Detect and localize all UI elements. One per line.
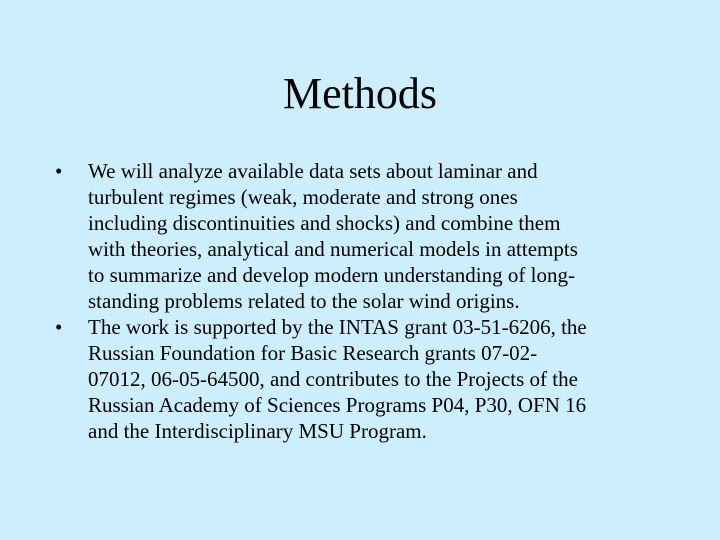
bullet-line: turbulent regimes (weak, moderate and strong ones <box>88 185 518 209</box>
bullet-line: The work is supported by the INTAS grant 03-51-6206, the <box>88 315 587 339</box>
bullet-line: Russian Academy of Sciences Programs P04, P30, OFN 16 <box>88 393 587 417</box>
bullet-item-analysis <box>55 158 675 314</box>
bullet-line: 07012, 06-05-64500, and contributes to the Projects of the <box>88 367 578 391</box>
bullet-line: standing problems related to the solar wind origins. <box>88 289 520 313</box>
bullet-icon: • <box>55 159 63 183</box>
bullet-line: We will analyze available data sets about laminar and <box>88 159 538 183</box>
slide-title: Methods <box>283 69 437 118</box>
bullet-icon: • <box>55 315 63 339</box>
bullet-line: Russian Foundation for Basic Research grants 07-02- <box>88 341 538 365</box>
bullet-line: and the Interdisciplinary MSU Program. <box>88 419 427 443</box>
bullet-list <box>55 158 675 444</box>
bullet-line: to summarize and develop modern understanding of long- <box>88 263 575 287</box>
bullet-item-funding <box>55 314 675 444</box>
bullet-line: including discontinuities and shocks) and combine them <box>88 211 561 235</box>
bullet-line: with theories, analytical and numerical models in attempts <box>88 237 578 261</box>
